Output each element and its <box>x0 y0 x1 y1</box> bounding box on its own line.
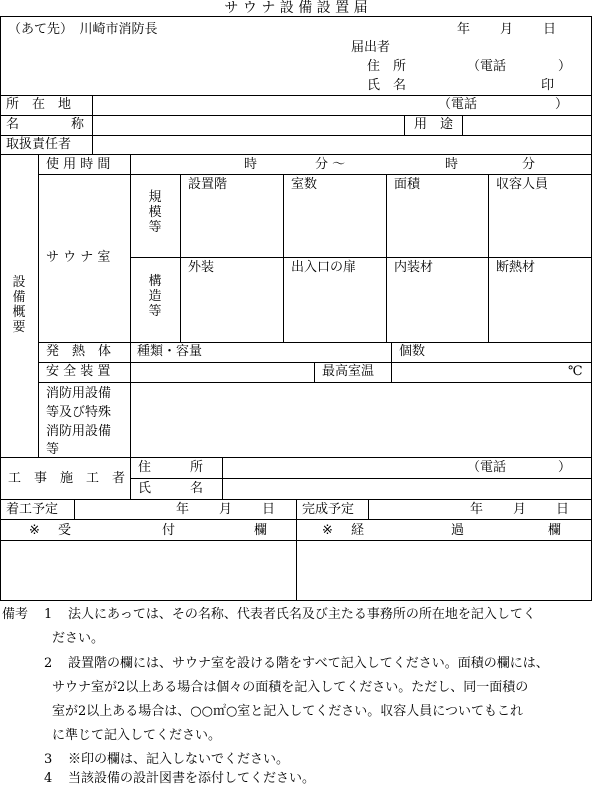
col-divider <box>74 499 75 519</box>
note-line: 設置階の欄には、サウナ室を設ける階をすべて記入してください。面積の欄には、 <box>68 656 549 671</box>
fire-equipment-line-1: 消防用設備 <box>46 386 112 401</box>
structure-label: 構 造 等 <box>148 274 162 319</box>
contractor-address-label: 住 所 <box>138 460 204 475</box>
insulation-label: 断熱材 <box>496 260 536 275</box>
row-divider <box>38 342 592 343</box>
hours-label: 使 用 時 間 <box>46 157 111 172</box>
contractor-phone: （電話 ） <box>467 460 572 475</box>
col-divider <box>368 499 369 519</box>
heater-type-label: 種類・容量 <box>137 344 203 359</box>
notes-label: 備考 <box>2 607 29 622</box>
col-divider <box>462 115 463 135</box>
row-divider <box>0 135 592 136</box>
date-day: 日 <box>543 22 557 37</box>
note-number: 4 <box>44 771 53 786</box>
sauna-room-label: サ ウ ナ 室 <box>46 250 111 265</box>
fire-equipment-line-2: 等及び特殊 <box>46 405 112 420</box>
note-number: 1 <box>44 607 53 622</box>
col-divider <box>38 154 39 457</box>
date-year: 年 <box>457 22 471 37</box>
col-divider <box>222 457 223 499</box>
progress-char-3: 欄 <box>548 523 562 538</box>
applicant-address-label: 住 所 <box>367 59 407 74</box>
row-divider <box>0 95 592 96</box>
row-divider <box>0 540 592 541</box>
row-divider <box>130 257 592 258</box>
row-divider <box>38 382 592 383</box>
progress-char-1: 経 <box>351 523 365 538</box>
heater-label: 発 熱 体 <box>46 344 112 359</box>
note-line: 室が2以上ある場合は、○○㎡○室と記入してください。収容人員についてもこれ <box>52 704 524 719</box>
start-schedule-label: 着工予定 <box>6 502 59 517</box>
heater-count-label: 個数 <box>399 344 426 359</box>
max-temp-label: 最高室温 <box>322 364 375 379</box>
row-divider <box>38 362 592 363</box>
note-line: 当該設備の設計図書を添付してください。 <box>68 771 316 786</box>
reception-char-1: 受 <box>58 523 72 538</box>
col-divider <box>404 115 405 135</box>
area-label: 面積 <box>394 177 421 192</box>
applicant-name-label: 氏 名 <box>367 78 407 93</box>
form-border-top <box>0 16 592 17</box>
form-border-left <box>0 16 1 600</box>
note-line: サウナ室が2以上ある場合は個々の面積を記入してください。ただし、同一面積の <box>52 680 529 695</box>
col-divider <box>130 457 131 499</box>
applicant-phone: （電話 ） <box>467 59 572 74</box>
row-divider <box>38 174 592 175</box>
note-line: ださい。 <box>52 631 105 646</box>
fire-equipment-line-4: 等 <box>46 442 60 457</box>
addressee: （あて先） 川崎市消防長 <box>8 22 158 37</box>
location-phone: （電話 ） <box>438 97 569 112</box>
door-label: 出入口の扉 <box>291 260 357 275</box>
col-divider <box>314 362 315 382</box>
progress-mark: ※ <box>322 523 333 538</box>
reception-mark: ※ <box>29 523 40 538</box>
note-line: ※印の欄は、記入しないでください。 <box>68 752 290 767</box>
applicant-label: 届出者 <box>351 40 391 55</box>
col-divider <box>386 174 387 342</box>
location-label: 所 在 地 <box>6 97 72 112</box>
capacity-label: 収容人員 <box>496 177 549 192</box>
col-divider <box>180 174 181 342</box>
contractor-name-label: 氏 名 <box>138 481 204 496</box>
facility-name-label: 名 称 <box>6 117 85 132</box>
manager-label: 取扱責任者 <box>6 137 72 152</box>
scale-label: 規 模 等 <box>148 190 162 235</box>
fire-equipment-line-3: 消防用設備 <box>46 424 112 439</box>
progress-char-2: 過 <box>451 523 465 538</box>
exterior-label: 外装 <box>188 260 215 275</box>
hours-hour-2: 時 <box>445 157 459 172</box>
complete-year: 年 <box>470 502 484 517</box>
room-count-label: 室数 <box>291 177 318 192</box>
form-title: サ ウ ナ 設 備 設 置 届 <box>224 0 368 16</box>
form-border-bottom <box>0 600 592 601</box>
hours-hour-1: 時 <box>244 157 258 172</box>
note-line: 法人にあっては、その名称、代表者氏名及び主たる事務所の所在地を記入してく <box>68 607 536 622</box>
equipment-section-label: 設 備 概 要 <box>12 275 26 335</box>
start-day: 日 <box>262 502 276 517</box>
complete-schedule-label: 完成予定 <box>302 502 355 517</box>
usage-label: 用 途 <box>414 117 454 132</box>
safety-label: 安 全 装 置 <box>46 364 111 379</box>
col-divider <box>488 174 489 342</box>
row-divider <box>130 478 592 479</box>
col-divider <box>283 174 284 342</box>
celsius-unit: ℃ <box>568 364 583 379</box>
reception-char-2: 付 <box>162 523 176 538</box>
col-divider <box>130 154 131 457</box>
floor-label: 設置階 <box>188 177 228 192</box>
seal-mark: 印 <box>541 78 555 93</box>
reception-char-3: 欄 <box>254 523 268 538</box>
complete-month: 月 <box>513 502 527 517</box>
interior-label: 内装材 <box>394 260 434 275</box>
col-divider <box>92 95 93 154</box>
start-month: 月 <box>219 502 233 517</box>
complete-day: 日 <box>556 502 570 517</box>
note-line: に準じて記入してください。 <box>52 728 222 743</box>
row-divider <box>0 457 592 458</box>
contractor-label: 工 事 施 工 者 <box>8 471 126 486</box>
col-divider <box>296 499 297 600</box>
note-number: 2 <box>44 656 53 671</box>
hours-minute-2: 分 <box>522 157 536 172</box>
start-year: 年 <box>176 502 190 517</box>
date-month: 月 <box>500 22 514 37</box>
note-number: 3 <box>44 752 53 767</box>
hours-minute-1: 分 〜 <box>315 157 346 172</box>
row-divider <box>0 115 592 116</box>
row-divider <box>0 154 592 155</box>
